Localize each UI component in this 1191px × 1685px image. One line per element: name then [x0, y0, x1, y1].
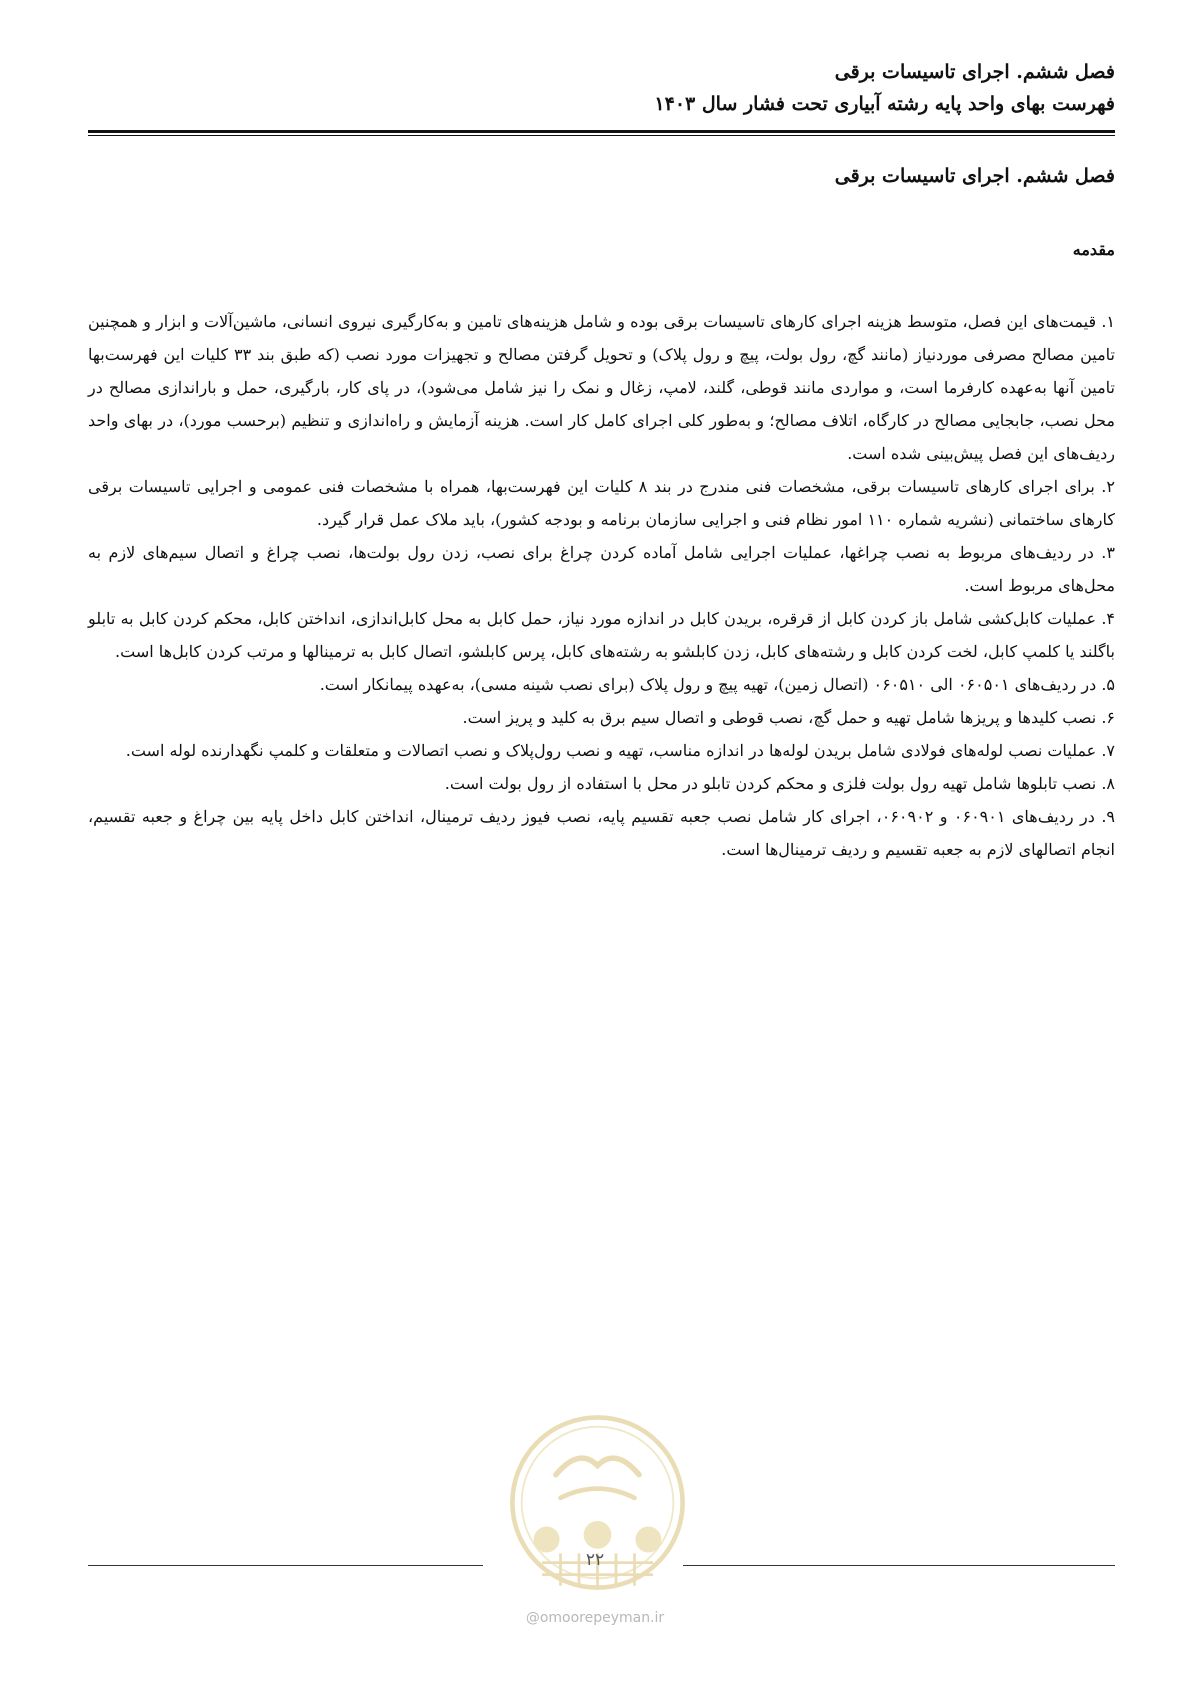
paragraph: ۳. در ردیف‌های مربوط به نصب چراغها، عملیات اجرایی شامل آماده کردن چراغ برای نصب، زدن رول بولت‌ها، نصب چراغ و اتصال سیم‌های لازم به محل‌های مربوط است. [88, 543, 1115, 595]
body-text [88, 305, 1115, 866]
paragraph: ۱. قیمت‌های این فصل، متوسط هزینه اجرای کارهای تاسیسات برقی بوده و شامل هزینه‌های تامین و به‌کارگیری نیروی انسانی، ماشین‌آلات و ابزار و همچنین تامین مصالح مصرفی موردنیاز (مانند گچ، رول بولت، پیچ و رول پلاک) و تحویل گرفتن مصالح و تجهیزات مورد نصب (که طبق بند ۳۳ کلیات این فهرست‌بها تامین آنها به‌عهده کارفرما است، و مواردی مانند قوطی، گلند، لامپ، زغال و نمک را نیز شامل می‌شود)، در پای کار، بارگیری، حمل و باراندازی مصالح در محل نصب، جابجایی مصالح در کارگاه، اتلاف مصالح؛ و به‌طور کلی اجرای کامل کار است. هزینه آزمایش و راه‌اندازی و تنظیم (برحسب مورد)، در بهای واحد ردیف‌های این فصل پیش‌بینی شده است. [88, 312, 1116, 463]
paragraph: ۹. در ردیف‌های ۰۶۰۹۰۱ و ۰۶۰۹۰۲، اجرای کار شامل نصب جعبه تقسیم پایه، نصب فیوز ردیف ترمینال، انداختن کابل داخل پایه بین چراغ و جعبه تقسیم، انجام اتصالهای لازم به جعبه تقسیم و ردیف ترمینال‌ها است. [88, 807, 1116, 859]
paragraph: ۸. نصب تابلوها شامل تهیه رول بولت فلزی و محکم کردن تابلو در محل با استفاده از رول بولت است. [444, 774, 1115, 793]
page-header [88, 56, 1115, 120]
header-rule-thin [88, 135, 1115, 136]
paragraph: ۴. عملیات کابل‌کشی شامل باز کردن کابل از قرقره، بریدن کابل در اندازه مورد نیاز، حمل کابل به محل کابل‌اندازی، انداختن کابل، محکم کردن کابل به تابلو باگلند یا کلمپ کابل، لخت کردن کابل و رشته‌های کابل، زدن کابلشو به رشته‌های کابل، پرس کابلشو، اتصال کابل به ترمینالها و مرتب کردن کابل‌ها است. [88, 609, 1115, 661]
paragraph: ۵. در ردیف‌های ۰۶۰۵۰۱ الی ۰۶۰۵۱۰ (اتصال زمین)، تهیه پیچ و رول پلاک (برای نصب شینه مسی)، به‌عهده پیمانکار است. [319, 675, 1115, 694]
intro-heading: مقدمه [1072, 240, 1115, 259]
section-title: فصل ششم. اجرای تاسیسات برقی [834, 165, 1115, 187]
paragraph: ۷. عملیات نصب لوله‌های فولادی شامل بریدن لوله‌ها در اندازه مناسب، تهیه و نصب رول‌پلاک و نصب اتصالات و متعلقات و کلمپ نگهدارنده لوله است. [125, 741, 1115, 760]
page-number: ۲۲ [585, 1550, 605, 1570]
footer-rule-left [88, 1565, 483, 1566]
footer-rule-right [683, 1565, 1115, 1566]
paragraph: ۶. نصب کلیدها و پریزها شامل تهیه و حمل گچ، نصب قوطی و اتصال سیم برق به کلید و پریز است. [462, 708, 1115, 727]
header-document-title: فهرست بهای واحد پایه رشته آبیاری تحت فشار سال ۱۴۰۳ [654, 93, 1115, 115]
paragraph: ۲. برای اجرای کارهای تاسیسات برقی، مشخصات فنی مندرج در بند ۸ کلیات این فهرست‌بها، همراه با مشخصات فنی عمومی و اجرایی تاسیسات برقی کارهای ساختمانی (نشریه شماره ۱۱۰ امور نظام فنی و اجرایی سازمان برنامه و بودجه کشور)، باید ملاک عمل قرار گیرد. [88, 477, 1115, 529]
header-rule-thick [88, 130, 1115, 133]
site-watermark-text: @omoorepeyman.ir [525, 1610, 665, 1626]
header-chapter-title: فصل ششم. اجرای تاسیسات برقی [834, 61, 1115, 83]
